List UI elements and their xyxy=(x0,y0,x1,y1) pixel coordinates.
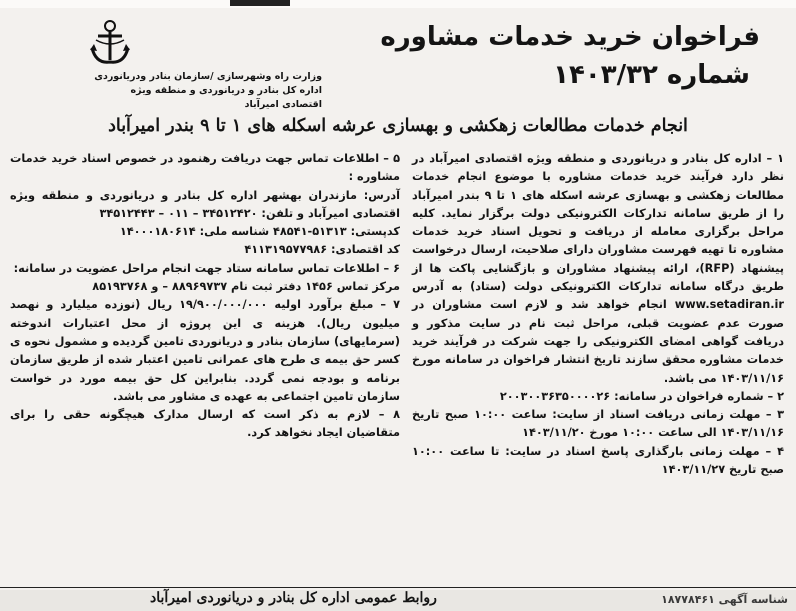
item-8: ۸ – لازم به ذکر است که ارسال مدارک هیچگونه حقی را برای متقاضیان ایجاد نخواهد کرد. xyxy=(10,408,400,440)
item-1-text-a: ۱ – اداره کل بنادر و دریانوردی و منطقه ویژه اقتصادی امیرآباد در نظر دارد فرآیند خرید خدمات مشاوره با موضوع انجام خدمات مطالعات زهکشی و بهسازی عرشه اسکله های ۱ تا ۹ بندر امیرآباد را از طریق سامانه تدارکات الکترونیکی دولت برگزار نماید. کلیه مراحل برگزاری معامله از دریافت و تحویل اسناد خرید خدمات مشاوره تا تهیه فهرست مشاوران دارای صلاحیت، ارسال درخواست پیشنهاد (RFP)، ارائه پیشنهاد مشاوران و بازگشایی پاکت ها از طریق درگاه سامانه تدارکات الکترونیکی دولت (ستاد) به آدرس xyxy=(412,152,785,294)
right-column xyxy=(412,150,784,479)
item-2-label: ۲ – شماره فراخوان در سامانه: xyxy=(614,389,784,403)
footer-title: روابط عمومی اداره کل بنادر و دریانوردی امیرآباد xyxy=(150,590,437,606)
item-3: ۳ – مهلت زمانی دریافت اسناد از سایت: ساعت ۱۰:۰۰ صبح تاریخ ۱۴۰۳/۱۱/۱۶ الی ساعت ۱۰:۰۰ مورخ ۱۴۰۳/۱۱/۲۰ xyxy=(412,408,784,440)
item-1-text-b: انجام خواهد شد و لازم است مشاوران در صورت عدم عضویت قبلی، مراحل ثبت نام در سایت مذکور و دریافت گواهی امضای الکترونیکی را جهت شرکت در فرآیند خرید خدمات مشاوره محقق سازند تاریخ انتشار فراخوان در سامانه مورخ ۱۴۰۳/۱۱/۱۶ می باشد. xyxy=(412,298,784,385)
title-line-2: شماره ۱۴۰۳/۳۲ xyxy=(553,60,750,90)
item-6-center: مرکز تماس ۱۴۵۶ دفتر ثبت نام ۸۸۹۶۹۷۳۷ – و ۸۵۱۹۳۷۶۸ xyxy=(92,280,400,294)
footer xyxy=(0,590,796,611)
item-1 xyxy=(412,150,784,388)
anchor-emblem-icon xyxy=(88,18,132,68)
footer-divider xyxy=(0,587,796,588)
top-strip xyxy=(0,0,796,8)
item-2 xyxy=(412,388,784,406)
title-line-1: فراخوان خرید خدمات مشاوره xyxy=(380,22,760,52)
item-4: ۴ – مهلت زمانی بارگذاری پاسخ اسناد در سایت: تا ساعت ۱۰:۰۰ صبح تاریخ ۱۴۰۳/۱۱/۲۷ xyxy=(412,444,784,477)
item-7: ۷ – مبلغ برآورد اولیه ۱۹/۹۰۰/۰۰۰/۰۰۰ ریال (نوزده میلیارد و نهصد میلیون ریال). هزینه ی این پروژه از محل اعتبارات اندوخته (سرمایهای) سازمان بنادر و دریانوردی تامین گردیده و مشمول نحوه ی کسر حق بیمه ی طرح های عمرانی تامین اعتبار شده از طریق سازمان برنامه و بودجه نمی گردد. بنابراین کل حق بیمه مورد در خواست سازمان تامین اجتماعی به عهده ی مشاور می باشد. xyxy=(10,298,400,403)
item-2-value: ۲۰۰۳۰۰۳۶۳۵۰۰۰۰۲۶ xyxy=(499,389,611,403)
org-line-ministry: وزارت راه وشهرسازی /سازمان بنادر ودریانوردی xyxy=(94,71,322,82)
item-5-head: ۵ – اطلاعات تماس جهت دریافت رهنمود در خصوص اسناد خرید خدمات مشاوره : xyxy=(10,152,400,184)
organization-block xyxy=(92,70,322,112)
item-6-head: ۶ – اطلاعات تماس سامانه ستاد جهت انجام مراحل عضویت در سامانه: xyxy=(13,261,400,275)
item-5-address: آدرس: مازندران بهشهر اداره کل بنادر و دریانوردی و منطقه ویژه اقتصادی امیرآباد و تلفن: ۳۴۵۱۲۴۲۰ – ۰۱۱ – ۳۴۵۱۲۴۴۳ xyxy=(10,188,400,220)
left-column xyxy=(10,150,400,443)
ad-id-code: شناسه آگهی ۱۸۷۷۸۴۶۱ xyxy=(661,593,788,606)
item-5-postal: کدپستی: ۵۱۳۱۳-۴۸۵۴۱ شناسه ملی: ۱۴۰۰۰۱۸۰۶۱۴ xyxy=(119,225,400,239)
org-line-office: اداره کل بنادر و دریانوردی و منطقه ویژه اقتصادی امیرآباد xyxy=(130,85,322,110)
setad-url-link[interactable]: www.setadiran.ir xyxy=(674,298,784,312)
page-title xyxy=(340,18,760,94)
item-5-econ: کد اقتصادی: ۴۱۱۳۱۹۵۷۷۹۸۶ xyxy=(244,243,400,257)
project-subtitle: انجام خدمات مطالعات زهکشی و بهسازی عرشه اسکله های ۱ تا ۹ بندر امیرآباد xyxy=(108,116,688,136)
cropped-text-fragment xyxy=(230,0,290,6)
